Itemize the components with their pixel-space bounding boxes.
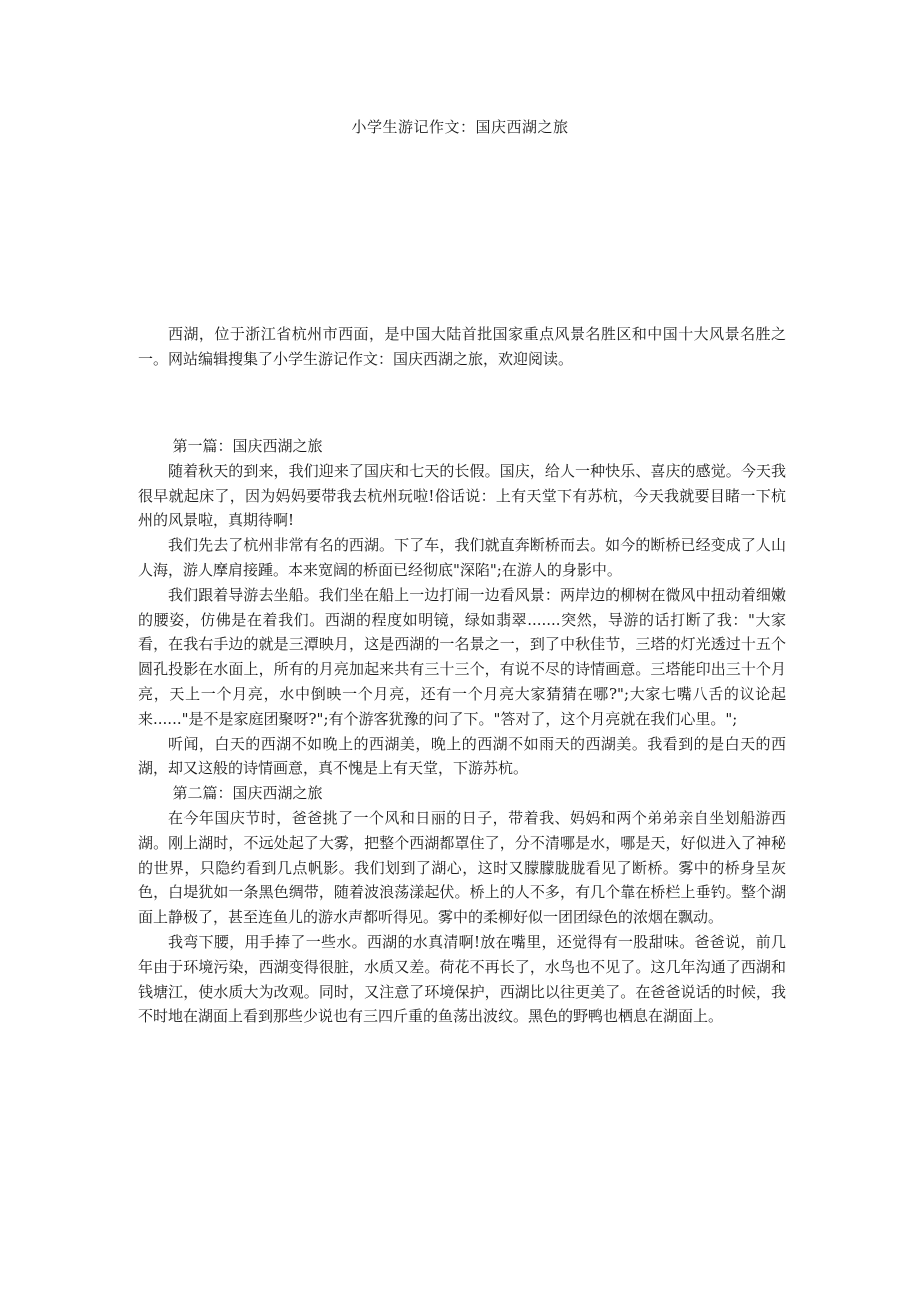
article1-paragraph-4: 听闻，白天的西湖不如晚上的西湖美，晚上的西湖不如雨天的西湖美。我看到的是白天的西湖，却又这般的诗情画意，真不愧是上有天堂，下游苏杭。 <box>138 734 786 778</box>
article1-paragraph-2: 我们先去了杭州非常有名的西湖。下了车，我们就直奔断桥而去。如今的断桥已经变成了人山人海，游人摩肩接踵。本来宽阔的桥面已经彻底"深陷";在游人的身影中。 <box>138 536 786 579</box>
article2-paragraph-1: 在今年国庆节时，爸爸挑了一个风和日丽的日子，带着我、妈妈和两个弟弟亲自坐划船游西湖。刚上湖时，不远处起了大雾，把整个西湖都罩住了，分不清哪是水，哪是天，好似进入了神秘的世界，只隐约看到几点帆影。我们划到了湖心，这时又朦朦胧胧看见了断桥。雾中的桥身呈灰色，白堤犹如一条黑色绸带，随着波浪荡漾起伏。桥上的人不多，有几个靠在桥栏上垂钓。整个湖面上静极了，甚至连鱼儿的游水声都听得见。雾中的柔柳好似一团团绿色的浓烟在飘动。 <box>138 808 786 927</box>
article1-paragraph-3: 我们跟着导游去坐船。我们坐在船上一边打闹一边看风景：两岸边的柳树在微风中扭动着细嫩的腰姿，仿佛是在着我们。西湖的程度如明镜，绿如翡翠.......突然，导游的话打断了我："大家看，在我右手边的就是三潭映月，这是西湖的一名景之一，到了中秋佳节，三塔的灯光透过十五个圆孔投影在水面上，所有的月亮加起来共有三十三个，有说不尽的诗情画意。三塔能印出三十个月亮，天上一个月亮，水中倒映一个月亮，还有一个月亮大家猜猜在哪?";大家七嘴八舌的议论起来......"是不是家庭团聚呀?";有个游客犹豫的问了下。"答对了，这个月亮就在我们心里。"; <box>138 585 786 728</box>
intro-paragraph: 西湖，位于浙江省杭州市西面，是中国大陆首批国家重点风景名胜区和中国十大风景名胜之一。网站编辑搜集了小学生游记作文：国庆西湖之旅，欢迎阅读。 <box>138 325 786 368</box>
article2-paragraph-2: 我弯下腰，用手捧了一些水。西湖的水真清啊!放在嘴里，还觉得有一股甜味。爸爸说，前几年由于环境污染，西湖变得很脏，水质又差。荷花不再长了，水鸟也不见了。这几年沟通了西湖和钱塘江，使水质大为改观。同时，又注意了环境保护，西湖比以往更美了。在爸爸说话的时候，我不时地在湖面上看到那些少说也有三四斤重的鱼荡出波纹。黑色的野鸭也栖息在湖面上。 <box>138 932 786 1026</box>
article-body <box>138 434 786 1029</box>
article1-heading: 第一篇：国庆西湖之旅 <box>172 437 323 455</box>
article1-paragraph-1: 随着秋天的到来，我们迎来了国庆和七天的长假。国庆，给人一种快乐、喜庆的感觉。今天我很早就起床了，因为妈妈要带我去杭州玩啦!俗话说：上有天堂下有苏杭，今天我就要目睹一下杭州的风景啦，真期待啊! <box>138 461 786 530</box>
article2-heading: 第二篇：国庆西湖之旅 <box>172 784 323 803</box>
document-title: 小学生游记作文：国庆西湖之旅 <box>351 118 569 136</box>
